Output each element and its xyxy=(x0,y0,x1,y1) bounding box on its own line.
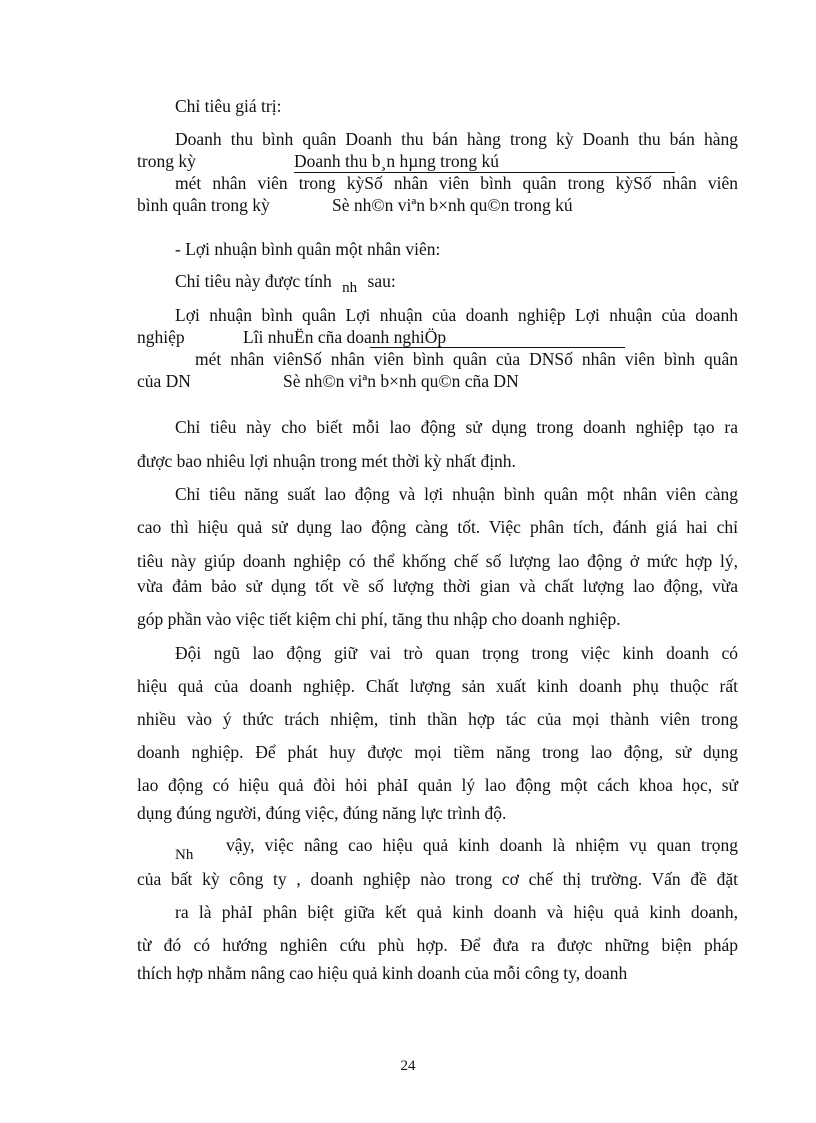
para-3-line-2: hiệu quả của doanh nghiệp. Chất lượng sản xuất kinh doanh phụ thuộc rất xyxy=(137,676,738,696)
last-para-line-3: ra là phảI phân biệt giữa kết quả kinh doanh và hiệu quả kinh doanh, xyxy=(175,902,738,922)
profit-formula-denominator: Sè nh©n viªn b×nh qu©n cña DN xyxy=(283,371,519,391)
last-para-line-1: vậy, việc nâng cao hiệu quả kinh doanh là nhiệm vụ quan trọng xyxy=(226,835,738,855)
para-2-line-2: cao thì hiệu quả sử dụng lao động càng tốt. Việc phân tích, đánh giá hai chỉ xyxy=(137,517,738,537)
profit-formula-line-3: mét nhân viênSố nhân viên bình quân của DNSố nhân viên bình quân xyxy=(195,349,738,369)
profit-intro xyxy=(175,270,396,294)
revenue-formula-line-3: mét nhân viên trong kỳSố nhân viên bình quân trong kỳSố nhân viên xyxy=(175,173,738,193)
profit-heading: - Lợi nhuận bình quân một nhân viên: xyxy=(175,239,441,259)
last-para-line-5: thích hợp nhằm nâng cao hiệu quả kinh doanh của mỗi công ty, doanh xyxy=(137,963,628,983)
para-3-line-5: lao động có hiệu quả đòi hỏi phảI quản lý lao động một cách khoa học, sử xyxy=(137,775,738,795)
revenue-formula-line-2-left: trong kỳ xyxy=(137,151,196,171)
last-para-line-4: từ đó có hướng nghiên cứu phù hợp. Để đưa ra được những biện pháp xyxy=(137,935,738,955)
profit-formula-line-2-left: nghiệp xyxy=(137,327,185,347)
profit-formula-numerator: Lîi nhuËn cña doanh nghiÖp xyxy=(243,327,447,347)
para-3-line-4: doanh nghiệp. Để phát huy được mọi tiềm năng trong lao động, sử dụng xyxy=(137,742,738,762)
revenue-formula-line-4-left: bình quân trong kỳ xyxy=(137,195,270,215)
page-number: 24 xyxy=(400,1058,416,1074)
para-3-line-3: nhiều vào ý thức trách nhiệm, tinh thần hợp tác của mọi thành viên trong xyxy=(137,709,738,729)
revenue-formula-line-1: Doanh thu bình quân Doanh thu bán hàng trong kỳ Doanh thu bán hàng xyxy=(175,129,738,149)
para-2-line-4: vừa đảm bảo sử dụng tốt về số lượng thời gian và chất lượng lao động, vừa xyxy=(137,576,738,596)
value-criteria-heading: Chỉ tiêu giá trị: xyxy=(175,96,282,116)
last-para-nh xyxy=(175,838,193,862)
last-para-nh-text: Nh xyxy=(175,847,194,863)
profit-intro-part-b: sau: xyxy=(367,271,396,291)
profit-intro-nh: nh xyxy=(342,280,358,296)
profit-formula-line-4-left: của DN xyxy=(137,371,191,391)
para-2-line-3: tiêu này giúp doanh nghiệp có thể khống chế số lượng lao động ở mức hợp lý, xyxy=(137,551,738,571)
para-1-line-2: được bao nhiêu lợi nhuận trong mét thời kỳ nhất định. xyxy=(137,451,516,471)
revenue-formula-numerator: Doanh thu b¸n hµng trong kú xyxy=(294,151,499,171)
profit-intro-part-a: Chỉ tiêu này được tính xyxy=(175,271,332,291)
para-2-line-5: góp phần vào việc tiết kiệm chi phí, tăng thu nhập cho doanh nghiệp. xyxy=(137,609,621,629)
last-para-line-2: của bất kỳ công ty , doanh nghiệp nào trong cơ chế thị trường. Vấn đề đặt xyxy=(137,869,738,889)
para-3-line-1: Đội ngũ lao động giữ vai trò quan trọng trong việc kinh doanh có xyxy=(175,643,738,663)
para-2-line-1: Chỉ tiêu năng suất lao động và lợi nhuận bình quân một nhân viên càng xyxy=(175,484,738,504)
profit-formula-line-1: Lợi nhuận bình quân Lợi nhuận của doanh nghiệp Lợi nhuận của doanh xyxy=(175,305,738,325)
para-3-line-6: dụng đúng người, đúng việc, đúng năng lực trình độ. xyxy=(137,803,507,823)
revenue-formula-denominator: Sè nh©n viªn b×nh qu©n trong kú xyxy=(332,195,573,215)
para-1-line-1: Chỉ tiêu này cho biết mỗi lao động sử dụng trong doanh nghiệp tạo ra xyxy=(175,417,738,437)
